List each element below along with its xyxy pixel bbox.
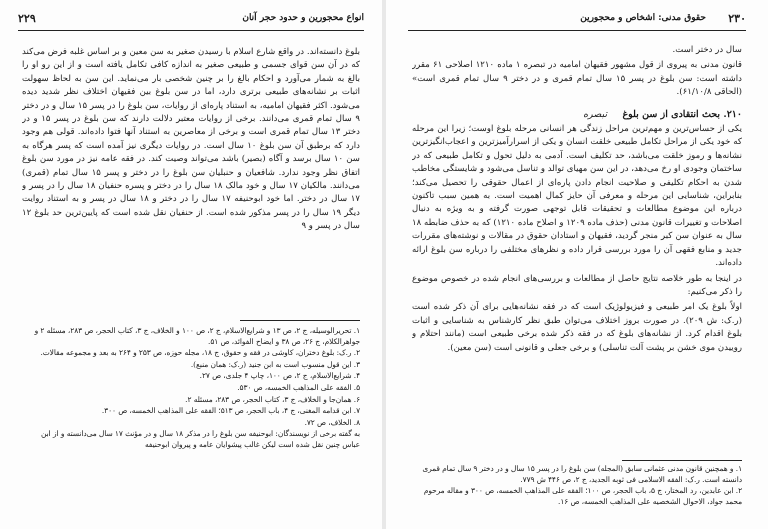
footnote: ۴. شرایع‌الاسلام، ج ۲، ص ۱۰۰، چاپ ۴ جلدی، ص ۲۷.	[199, 371, 360, 381]
paragraph: در اینجا به طور خلاصه نتایج حاصل از مطالعات و بررسی‌های انجام شده در خصوص موضوع را ذکر می‌کنیم:	[412, 273, 742, 297]
footnote: به گفته برخی از نویسندگان: ابوحنیفه سن بلوغ را در مذکر ۱۸ سال و در مؤنث ۱۷ سال می‌دانسته و از ابن عباس چنین نقل شده است لیکن غالب پیشوایان عامه و پیروان ابوحنیفه	[41, 429, 360, 449]
section-heading-text: ۲۱۰. بحث انتقادی از سن بلوغ	[622, 108, 742, 120]
paragraph: قانون مدنی به پیروی از قول مشهور فقیهان امامیه در تبصره ۱ ماده ۱۲۱۰ اصلاحی ۶۱ مقرر داشته است: سن بلوغ در پسر ۱۵ سال تمام قمری و در دختر ۹ سال تمام قمری است» (الحاقی ۶۱/۱۰/۸).	[412, 60, 742, 98]
running-title: انواع محجورین و حدود حجر آنان	[242, 13, 364, 23]
page-number: ۲۲۹	[18, 12, 36, 25]
footnotes	[412, 464, 742, 524]
paragraph: یکی از حساس‌ترین و مهم‌ترین مراحل زندگی هر انسانی مرحله بلوغ اوست؛ زیرا این مرحله که خود یکی از مراحل تکامل طبیعی خلقت انسان و یکی از اسرارآمیزترین و اعجاب‌انگیزترین نشانه‌ها و رموز خلقت می‌باشد، حد تکلیف است. آدمی به دلیل تحول و تکامل طبیعی که در ساختمان وجودی او رخ می‌دهد، در این سن مهیای توالد و تناسل می‌شود و شایستگی مخاطب شدن به احکام تکلیفی و صلاحیت انجام دادن پاره‌ای از اعمال حقوقی را تحصیل می‌کند؛ بنابراین، شناسایی این مرحله و معرفی آن حایز کمال اهمیت است. به همین سبب تاکنون درباره این موضوع مطالعات و تحقیقات قابل توجهی صورت گرفته و به ویژه به دنبال اصلاحات و تغییرات قانون مدنی (حذف ماده ۱۲۰۹ و اصلاح ماده ۱۲۱۰) که به حذف ضابطه ۱۸ سال به عنوان سن کبر منجر گردید، فقیهان و استادان حقوق در مقالات و نوشته‌های مقررات جدید و منابع فقهی آن را مورد بررسی قرار داده و نظرهای مختلفی را درباره سن بلوغ ارائه داده‌اند.	[412, 124, 742, 269]
footnote: ۳. این قول منسوب است به ابن جنید (ر.ک: همان منبع).	[190, 359, 360, 369]
right-page	[386, 0, 768, 529]
footnotes	[22, 326, 360, 524]
body-text	[412, 44, 742, 452]
left-page	[0, 0, 382, 529]
footnote: ۸. الخلاف، ص ۷۲.	[304, 417, 360, 427]
footnote-separator	[240, 320, 360, 321]
section-heading-ornament: تبصره	[583, 108, 608, 120]
paragraph: بلوغ دانسته‌اند. در واقع شارع اسلام با رسیدن صغیر به سن معین و بر اساس غلبه فرض می‌کند که در آن سن قوای جسمی و طبیعی صغیر به اندازه کافی تکامل یافته است و از این رو او را بالغ به شمار می‌آورد و احکام بالغ را بر چنین شخصی بار می‌نماید. این سن به لحاظ سهولت اثبات بر نشانه‌های طبیعی برتری دارد، اما در سن بلوغ بین فقیهان اختلاف نظر شدید دیده می‌شود. اکثر فقیهان امامیه، به استناد پاره‌ای از روایات، سن بلوغ را در پسر ۱۵ سال و در دختر ۹ سال تمام قمری می‌دانند. برخی از روایات معتبر دلالت دارند که سن بلوغ در پسر ۱۵ و در دختر ۱۳ سال تمام قمری است و برخی از معاصرین به استناد آنها فتوا داده‌اند. قولی هم وجود دارد که برطبق آن سن بلوغ ۱۰ سال است. در روایات دیگری نیز آمده است که پسر هرگاه به سن ۱۰ سال برسد و آگاه (بصیر) باشد می‌تواند وصیت کند. در فقه عامه نیز در مورد سن بلوغ اتفاق نظر وجود ندارد. شافعیان و حنبلیان سن بلوغ را در دختر و پسر ۱۵ سال تمام (قمری) می‌دانند. مالکیان ۱۷ سال و خود مالک ۱۸ سال را در دختر و پسره حنفیان ۱۸ سال را در پسر و ۱۷ سال در دختر. اما خود ابوحنیفه ۱۷ سال را در دختر و ۱۸ سال در پسر و به استناد روایت دیگر ۱۹ سال را در پسر مذکور شده است. از حنفیان نقل شده است که پایین‌ترین حد بلوغ ۱۲ سال در پسر و ۹	[22, 47, 360, 232]
footnote: ۲. ر.ک: بلوغ دختران، کاوشی در فقه و حقوق، ج ۱۸، مجله حوزه، ص ۲۵۳ و ۲۶۴ به بعد و مجموعه مقالات.	[40, 348, 360, 358]
header-rule	[408, 30, 746, 31]
page-number: ۲۳۰	[728, 12, 746, 25]
paragraph: اولاً بلوغ یک امر طبیعی و فیزیولوژیک است که در فقه نشانه‌هایی برای آن ذکر شده است (ر.ک: ش ۲۰۹). در صورت بروز اختلاف می‌توان طبق نظر کارشناس به شناسایی و اثبات بلوغ اقدام کرد. از نشانه‌های بلوغ که در فقه ذکر شده برخی طبیعی است (مانند احتلام و روییدن موی خشن بر پشت آلت تناسلی) و برخی جعلی و قانونی است (سن معین).	[412, 302, 742, 353]
footnote: ۶. همان‌جا و الخلاف، ج ۳، کتاب الحجر، ص ۲۸۳، مسئله ۲.	[185, 394, 360, 404]
footnote: ۲. ابن عابدین، رد المختار، ج ۵، باب الحجر، ص ۱۰۰؛ الفقه علی المذاهب الخمسه، ص ۳۰۰ و مقاله مرحوم محمد جواد، الاحوال الشخصیه علی المذاهب الخمسه، ص ۱۶.	[423, 486, 742, 506]
footnote: ۵. الفقه علی المذاهب الخمسه، ص ۵۳۰.	[237, 382, 360, 392]
section-heading	[412, 108, 742, 121]
footnote: ۱. و همچنین قانون مدنی عثمانی سابق (المجله) سن بلوغ را در پسر ۱۵ سال و در دختر ۹ سال تمام قمری دانسته است. ر.ک: الفقه الاسلامی فی ثوبه الجدید، ج ۲، ص ۴۴۶ ش ۷۷۹.	[422, 464, 742, 484]
footnote-separator	[622, 460, 742, 461]
paragraph: سال در دختر است.	[672, 45, 742, 55]
running-head	[408, 12, 746, 26]
footnote: ۱. تحریرالوسیله، ج ۲، ص ۱۳ و شرایع‌الاسلام، ج ۲، ص ۱۰۰ و الخلاف، ج ۳، کتاب الحجر، ص ۲۸۳، مسئله ۲ و جواهرالکلام، ج ۲۶، ص ۳۸ و ایضاح الفوائد، ص ۵۱.	[34, 326, 360, 346]
footnote: ۷. ابن قدامه المغنی، ج ۴، باب الحجر، ص ۵۱۳؛ الفقه علی المذاهب الخمسه، ص ۳۰۰.	[101, 406, 360, 416]
running-title: حقوق مدنی: اشخاص و محجورین	[580, 13, 706, 23]
body-text	[22, 46, 360, 308]
header-rule	[18, 30, 364, 31]
running-head	[18, 12, 364, 26]
